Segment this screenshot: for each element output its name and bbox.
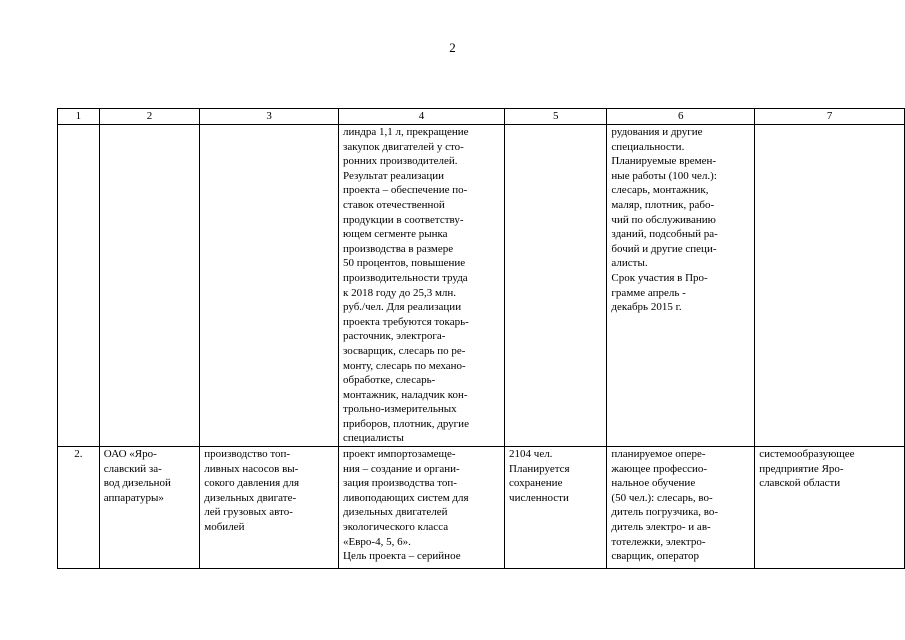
- cell-empty: [99, 125, 199, 447]
- cell-project-description: линдра 1,1 л, прекращение закупок двигателей у сто- ронних производителей. Результат реализации проекта – обеспечение по- ставок отечественной продукции в соответству- ющем сегменте рынка производства в размере 50 процентов, повышение производительности труда к 2018 году до 25,3 млн. руб./чел. Для реализации проекта требуются токарь- расточник, электрога- зосварщик, слесарь по ре- монту, слесарь по механо- обработке, слесарь- монтажник, наладчик кон- трольно-измерительных приборов, плотник, другие специалисты: [339, 125, 505, 447]
- cell-training-info: рудования и другие специальности. Планируемые времен- ные работы (100 чел.): слесарь, монтажник, маляр, плотник, рабо- чий по обслуживанию зданий, подсобный ра- бочий и другие специ- алисты. Срок участия в Про- грамме апрель - декабрь 2015 г.: [607, 125, 755, 447]
- cell-project-description: проект импортозамеще- ния – создание и органи- зация производства топ- ливоподающих систем для дизельных двигателей экологического класса «Евро-4, 5, 6». Цель проекта – серийное: [339, 447, 505, 569]
- page-number: 2: [449, 40, 456, 55]
- cell-empty: [505, 125, 607, 447]
- header-col-5: 5: [505, 109, 607, 125]
- header-col-4: 4: [339, 109, 505, 125]
- cell-headcount: 2104 чел. Планируется сохранение численности: [505, 447, 607, 569]
- cell-row-number: 2.: [58, 447, 100, 569]
- cell-training-info: планируемое опере- жающее профессио- нальное обучение (50 чел.): слесарь, во- дитель погрузчика, во- дитель электро- и ав- тотележки, электро- сварщик, оператор: [607, 447, 755, 569]
- header-col-2: 2: [99, 109, 199, 125]
- program-table: [57, 108, 905, 569]
- cell-empty: [58, 125, 100, 447]
- table-row: [58, 125, 905, 447]
- header-col-1: 1: [58, 109, 100, 125]
- cell-company: ОАО «Яро- славский за- вод дизельной аппаратуры»: [99, 447, 199, 569]
- cell-empty: [755, 125, 905, 447]
- table-row: [58, 447, 905, 569]
- header-col-7: 7: [755, 109, 905, 125]
- cell-status: системообразующее предприятие Яро- славской области: [755, 447, 905, 569]
- header-col-6: 6: [607, 109, 755, 125]
- cell-empty: [200, 125, 339, 447]
- cell-production: производство топ- ливных насосов вы- сокого давления для дизельных двигате- лей грузовых авто- мобилей: [200, 447, 339, 569]
- header-col-3: 3: [200, 109, 339, 125]
- table-header-row: [58, 109, 905, 125]
